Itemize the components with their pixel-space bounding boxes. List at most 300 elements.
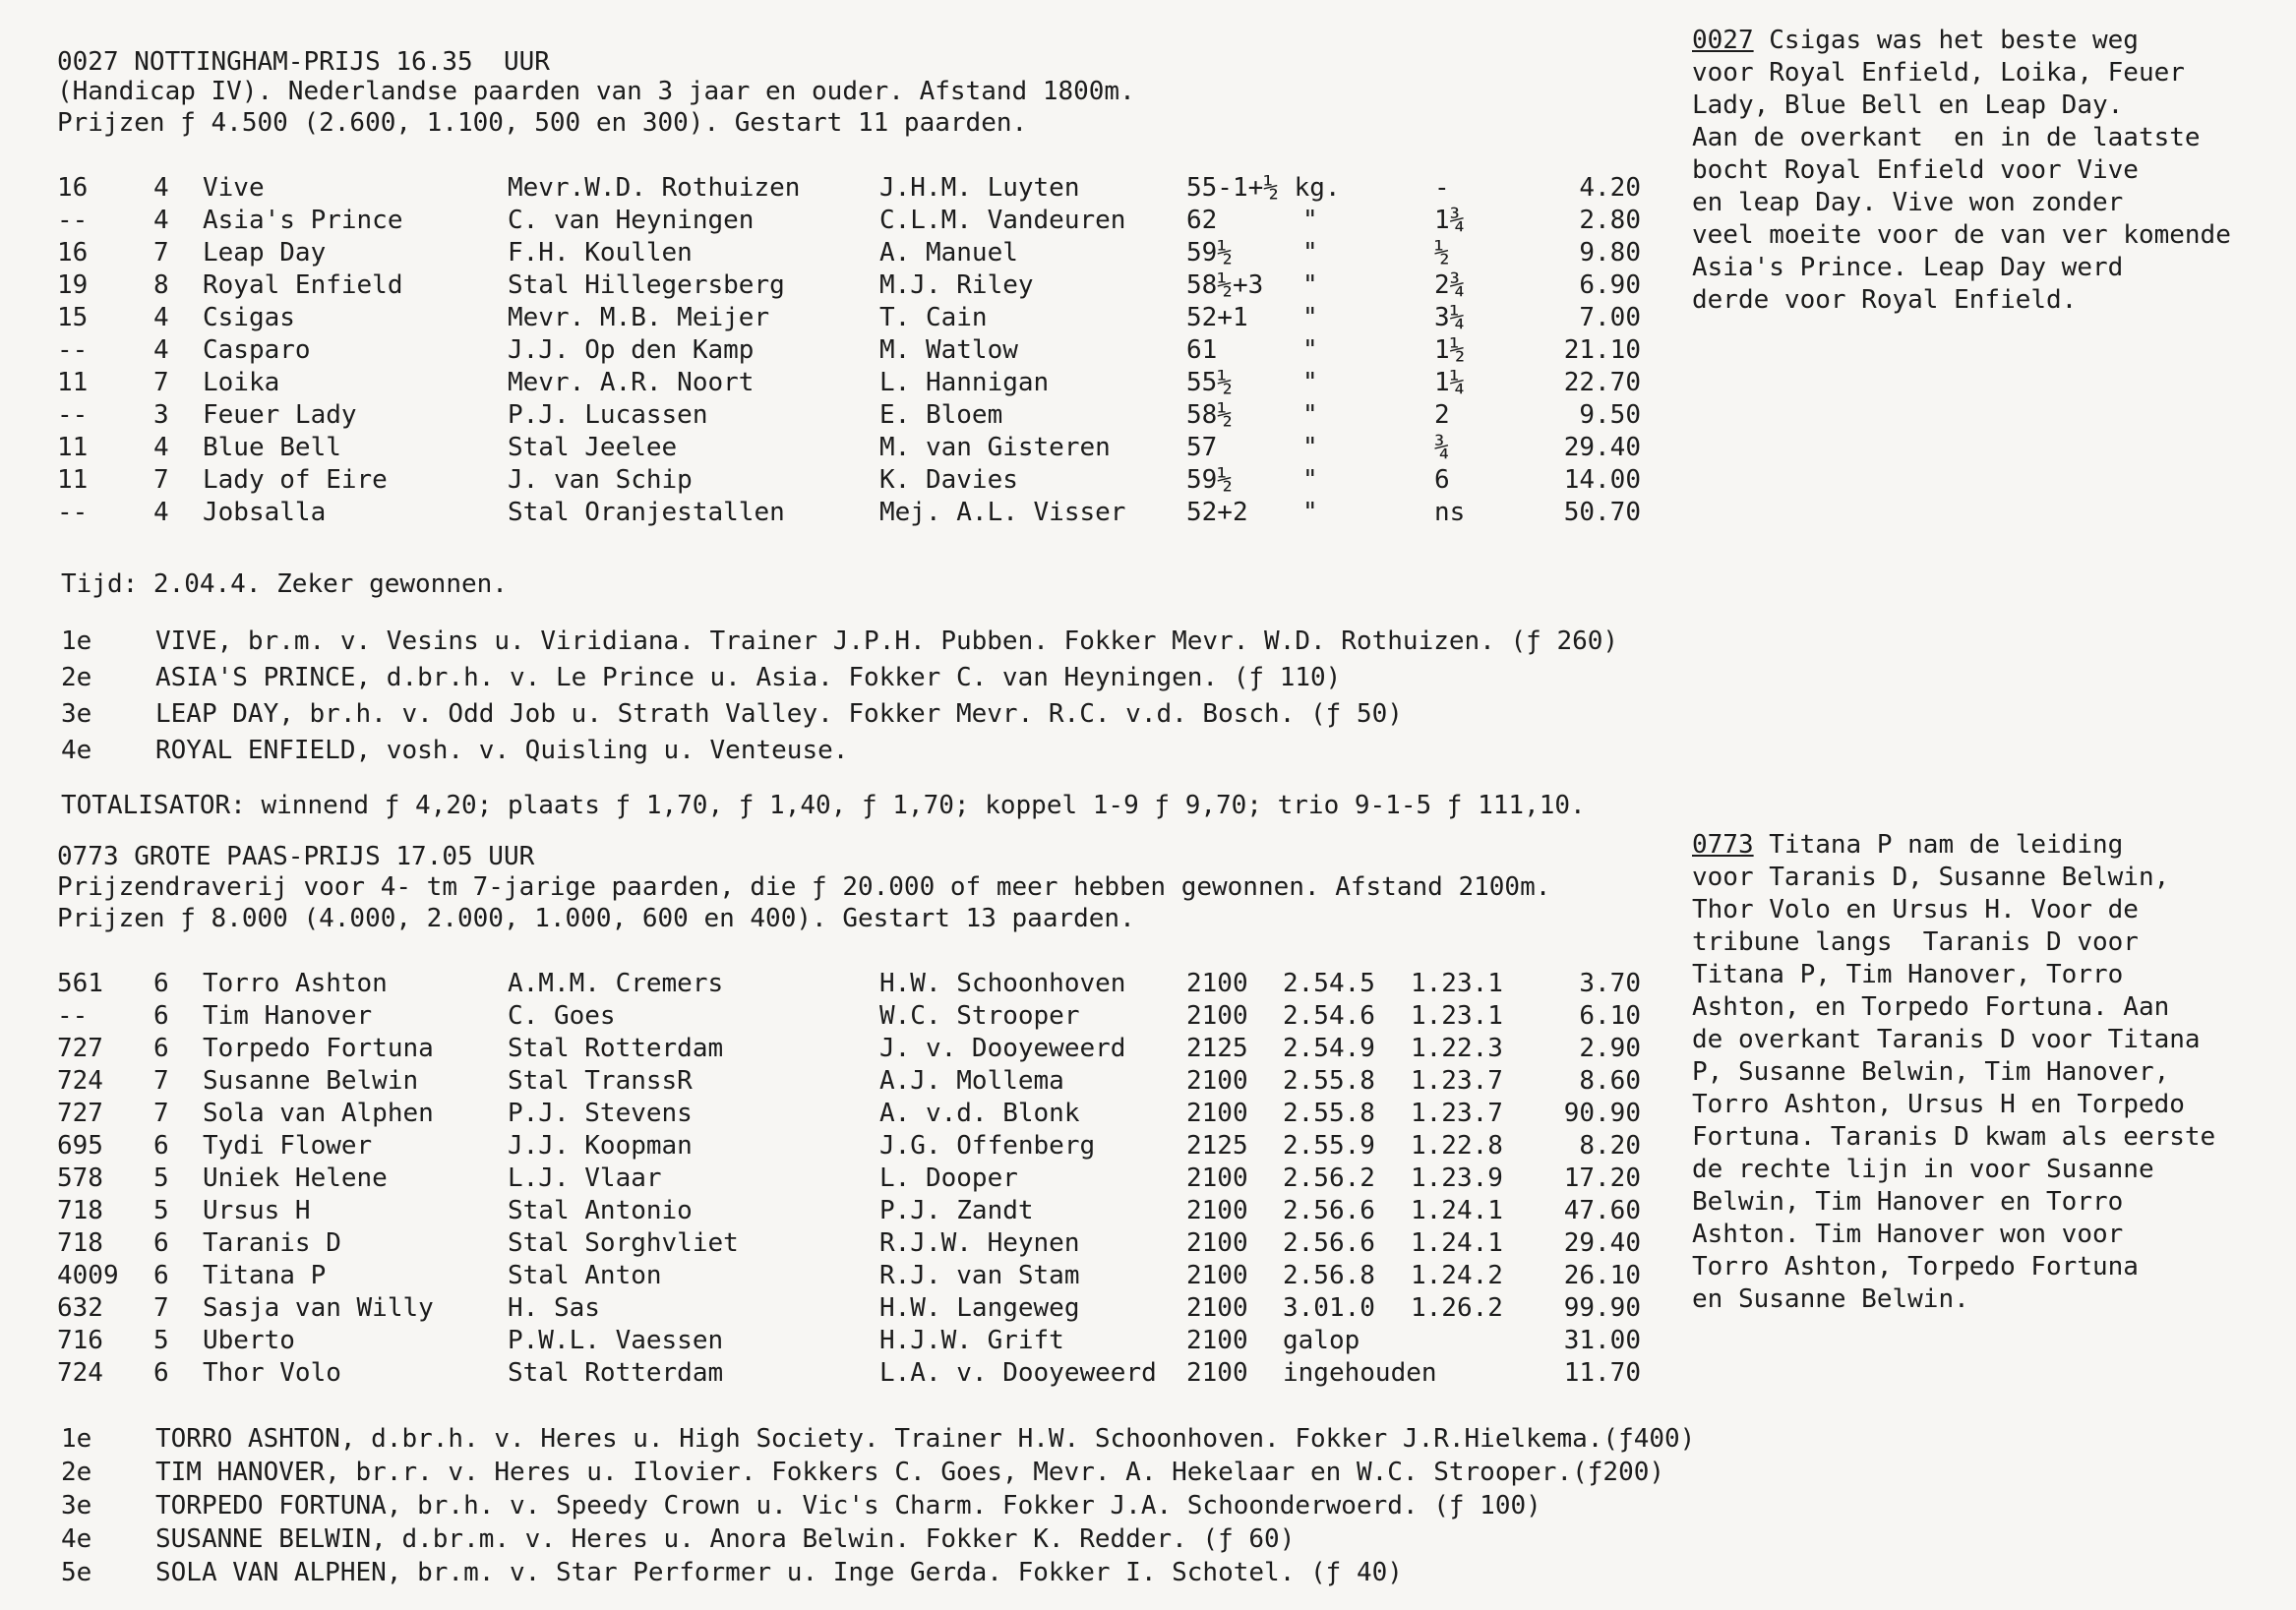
age-cell: 4 xyxy=(153,433,169,462)
race2-title: 0773 GROTE PAAS-PRIJS 17.05 UUR xyxy=(57,842,535,871)
age-cell: 6 xyxy=(153,1358,169,1388)
time-cell: 2.55.8 xyxy=(1283,1066,1375,1096)
odds-cell: 2.90 xyxy=(1579,1034,1641,1063)
age-cell: 6 xyxy=(153,1261,169,1290)
table-row xyxy=(57,205,1651,237)
horse-name: Leap Day xyxy=(203,238,327,268)
distance-cell: 2100 xyxy=(1186,1326,1248,1355)
odds-cell: 2.80 xyxy=(1579,206,1641,235)
placing-text: SOLA VAN ALPHEN, br.m. v. Star Performer u. Inge Gerda. Fokker I. Schotel. (ƒ 40) xyxy=(155,1558,1403,1587)
commentary-line: Belwin, Tim Hanover en Torro xyxy=(1692,1187,2124,1217)
commentary-line: Lady, Blue Bell en Leap Day. xyxy=(1692,90,2124,120)
owner-name: Stal Antonio xyxy=(508,1196,693,1225)
placing-label: 3e xyxy=(61,699,92,729)
odds-cell: 90.90 xyxy=(1563,1099,1641,1128)
distance-cell: 2100 xyxy=(1186,969,1248,998)
age-cell: 5 xyxy=(153,1163,169,1193)
age-cell: 5 xyxy=(153,1196,169,1225)
time-cell: 2.54.5 xyxy=(1283,969,1375,998)
commentary-line: en leap Day. Vive won zonder xyxy=(1692,188,2124,217)
age-cell: 4 xyxy=(153,303,169,332)
placing-line xyxy=(57,626,1808,658)
odds-cell: 8.20 xyxy=(1579,1131,1641,1161)
ditto-mark: " xyxy=(1302,465,1318,495)
distance-cell: 2100 xyxy=(1186,1196,1248,1225)
odds-cell: 47.60 xyxy=(1563,1196,1641,1225)
owner-name: P.W.L. Vaessen xyxy=(508,1326,724,1355)
placing-label: 1e xyxy=(61,1424,92,1454)
placing-text: TORRO ASHTON, d.br.h. v. Heres u. High Society. Trainer H.W. Schoonhoven. Fokker J.R.Hielkema.(ƒ400) xyxy=(155,1424,1696,1454)
table-row xyxy=(57,367,1651,399)
odds-cell: 8.60 xyxy=(1579,1066,1641,1096)
owner-name: J.J. Op den Kamp xyxy=(508,335,755,365)
ditto-mark: " xyxy=(1302,303,1318,332)
odds-cell: 9.80 xyxy=(1579,238,1641,268)
distance-cell: 2100 xyxy=(1186,1099,1248,1128)
commentary-line: Torro Ashton, Ursus H en Torpedo xyxy=(1692,1090,2185,1119)
placing-line xyxy=(57,1423,1808,1456)
placing-text: VIVE, br.m. v. Vesins u. Viridiana. Trainer J.P.H. Pubben. Fokker Mevr. W.D. Rothuizen. (ƒ 260) xyxy=(155,626,1619,656)
commentary-line: Fortuna. Taranis D kwam als eerste xyxy=(1692,1122,2216,1152)
km-time-cell: 1.23.9 xyxy=(1411,1163,1503,1193)
owner-name: Stal Oranjestallen xyxy=(508,498,785,527)
jockey-name: A. Manuel xyxy=(879,238,1018,268)
age-cell: 7 xyxy=(153,368,169,397)
ditto-mark: " xyxy=(1302,400,1318,430)
distance-cell: 2100 xyxy=(1186,1228,1248,1258)
age-cell: 4 xyxy=(153,173,169,203)
ditto-mark: " xyxy=(1302,206,1318,235)
placing-text: ASIA'S PRINCE, d.br.h. v. Le Prince u. Asia. Fokker C. van Heyningen. (ƒ 110) xyxy=(155,663,1342,692)
age-cell: 6 xyxy=(153,1001,169,1031)
form-cell: -- xyxy=(57,1001,89,1031)
owner-name: Stal Jeelee xyxy=(508,433,678,462)
table-row xyxy=(57,968,1651,1000)
ditto-mark: " xyxy=(1302,270,1318,300)
distance-cell: 2100 xyxy=(1186,1001,1248,1031)
race2-conditions: Prijzendraverij voor 4- tm 7-jarige paarden, die ƒ 20.000 of meer hebben gewonnen. Afstand 2100m. xyxy=(57,872,1551,902)
form-cell: -- xyxy=(57,498,89,527)
age-cell: 6 xyxy=(153,1034,169,1063)
form-cell: 19 xyxy=(57,270,89,300)
form-cell: 632 xyxy=(57,1293,103,1323)
ditto-mark: " xyxy=(1302,368,1318,397)
owner-name: Stal Rotterdam xyxy=(508,1034,724,1063)
form-cell: 16 xyxy=(57,238,89,268)
age-cell: 7 xyxy=(153,238,169,268)
owner-name: Stal Sorghvliet xyxy=(508,1228,739,1258)
commentary-line: Titana P, Tim Hanover, Torro xyxy=(1692,960,2124,989)
placing-line xyxy=(57,1523,1808,1556)
form-cell: -- xyxy=(57,335,89,365)
commentary-line: tribune langs Taranis D voor xyxy=(1692,927,2139,957)
age-cell: 4 xyxy=(153,335,169,365)
distance-cell: 2125 xyxy=(1186,1131,1248,1161)
odds-cell: 21.10 xyxy=(1563,335,1641,365)
horse-name: Loika xyxy=(203,368,280,397)
age-cell: 6 xyxy=(153,1131,169,1161)
horse-name: Lady of Eire xyxy=(203,465,388,495)
km-time-cell: 1.24.1 xyxy=(1411,1228,1503,1258)
age-cell: 5 xyxy=(153,1326,169,1355)
horse-name: Torpedo Fortuna xyxy=(203,1034,434,1063)
distance-cell: 2125 xyxy=(1186,1034,1248,1063)
placing-line xyxy=(57,662,1808,694)
jockey-name: M. Watlow xyxy=(879,335,1018,365)
horse-name: Taranis D xyxy=(203,1228,341,1258)
owner-name: F.H. Koullen xyxy=(508,238,693,268)
owner-name: P.J. Lucassen xyxy=(508,400,708,430)
owner-name: J.J. Koopman xyxy=(508,1131,693,1161)
weight-cell: 61 xyxy=(1186,335,1218,365)
distance-cell: 2100 xyxy=(1186,1358,1248,1388)
horse-name: Titana P xyxy=(203,1261,327,1290)
ditto-mark: " xyxy=(1302,433,1318,462)
jockey-name: T. Cain xyxy=(879,303,988,332)
table-row xyxy=(57,1195,1651,1227)
placing-text: TORPEDO FORTUNA, br.h. v. Speedy Crown u. Vic's Charm. Fokker J.A. Schoonderwoerd. (ƒ 100) xyxy=(155,1491,1541,1521)
age-cell: 3 xyxy=(153,400,169,430)
driver-name: A.J. Mollema xyxy=(879,1066,1064,1096)
time-cell: 3.01.0 xyxy=(1283,1293,1375,1323)
odds-cell: 9.50 xyxy=(1579,400,1641,430)
form-cell: 718 xyxy=(57,1196,103,1225)
commentary-line: en Susanne Belwin. xyxy=(1692,1284,1969,1314)
placing-label: 3e xyxy=(61,1491,92,1521)
form-cell: -- xyxy=(57,400,89,430)
horse-name: Royal Enfield xyxy=(203,270,403,300)
table-row xyxy=(57,1098,1651,1130)
horse-name: Blue Bell xyxy=(203,433,341,462)
owner-name: Mevr. M.B. Meijer xyxy=(508,303,770,332)
weight-cell: 59½ xyxy=(1186,238,1233,268)
margin-cell: 2¾ xyxy=(1434,270,1466,300)
horse-name: Uniek Helene xyxy=(203,1163,388,1193)
race2-prizes: Prijzen ƒ 8.000 (4.000, 2.000, 1.000, 600 en 400). Gestart 13 paarden. xyxy=(57,904,1135,933)
table-row xyxy=(57,302,1651,334)
margin-cell: - xyxy=(1434,173,1450,203)
table-row xyxy=(57,1033,1651,1065)
driver-name: J. v. Dooyeweerd xyxy=(879,1034,1126,1063)
table-row xyxy=(57,432,1651,464)
driver-name: J.G. Offenberg xyxy=(879,1131,1096,1161)
commentary-line: bocht Royal Enfield voor Vive xyxy=(1692,155,2139,185)
horse-name: Torro Ashton xyxy=(203,969,388,998)
odds-cell: 29.40 xyxy=(1563,433,1641,462)
km-time-cell: 1.22.8 xyxy=(1411,1131,1503,1161)
commentary-line: Ashton. Tim Hanover won voor xyxy=(1692,1220,2124,1249)
form-cell: 11 xyxy=(57,433,89,462)
table-row xyxy=(57,1163,1651,1195)
odds-cell: 17.20 xyxy=(1563,1163,1641,1193)
jockey-name: C.L.M. Vandeuren xyxy=(879,206,1126,235)
form-cell: 695 xyxy=(57,1131,103,1161)
table-row xyxy=(57,172,1651,205)
margin-cell: 3¼ xyxy=(1434,303,1466,332)
time-cell: 2.54.6 xyxy=(1283,1001,1375,1031)
odds-cell: 50.70 xyxy=(1563,498,1641,527)
age-cell: 8 xyxy=(153,270,169,300)
owner-name: L.J. Vlaar xyxy=(508,1163,662,1193)
commentary-line: de rechte lijn in voor Susanne xyxy=(1692,1155,2154,1184)
weight-cell: 52+2 xyxy=(1186,498,1248,527)
odds-cell: 11.70 xyxy=(1563,1358,1641,1388)
time-cell: galop xyxy=(1283,1326,1360,1355)
table-row xyxy=(57,1130,1651,1163)
owner-name: Stal Rotterdam xyxy=(508,1358,724,1388)
driver-name: P.J. Zandt xyxy=(879,1196,1034,1225)
margin-cell: 1½ xyxy=(1434,335,1466,365)
owner-name: Mevr.W.D. Rothuizen xyxy=(508,173,801,203)
commentary-line: derde voor Royal Enfield. xyxy=(1692,285,2078,315)
placing-line xyxy=(57,735,1808,767)
race1-time-line: Tijd: 2.04.4. Zeker gewonnen. xyxy=(61,569,508,599)
placing-line xyxy=(57,1457,1808,1489)
form-cell: 11 xyxy=(57,465,89,495)
race2-commentary xyxy=(1692,829,2282,1316)
km-time-cell: 1.23.1 xyxy=(1411,969,1503,998)
odds-cell: 4.20 xyxy=(1579,173,1641,203)
form-cell: 578 xyxy=(57,1163,103,1193)
horse-name: Uberto xyxy=(203,1326,295,1355)
jockey-name: Mej. A.L. Visser xyxy=(879,498,1126,527)
form-cell: 561 xyxy=(57,969,103,998)
table-row xyxy=(57,269,1651,302)
commentary-line: Thor Volo en Ursus H. Voor de xyxy=(1692,895,2139,924)
table-row xyxy=(57,1227,1651,1260)
driver-name: H.J.W. Grift xyxy=(879,1326,1064,1355)
ditto-mark: " xyxy=(1302,335,1318,365)
time-cell: 2.54.9 xyxy=(1283,1034,1375,1063)
table-row xyxy=(57,1292,1651,1325)
owner-name: Stal TranssR xyxy=(508,1066,693,1096)
weight-cell: 62 xyxy=(1186,206,1218,235)
margin-cell: ½ xyxy=(1434,238,1450,268)
odds-cell: 31.00 xyxy=(1563,1326,1641,1355)
placing-line xyxy=(57,698,1808,731)
placing-label: 1e xyxy=(61,626,92,656)
horse-name: Jobsalla xyxy=(203,498,327,527)
age-cell: 4 xyxy=(153,206,169,235)
driver-name: W.C. Strooper xyxy=(879,1001,1080,1031)
owner-name: A.M.M. Cremers xyxy=(508,969,724,998)
placing-label: 4e xyxy=(61,736,92,765)
owner-name: P.J. Stevens xyxy=(508,1099,693,1128)
age-cell: 4 xyxy=(153,498,169,527)
horse-name: Sasja van Willy xyxy=(203,1293,434,1323)
table-row xyxy=(57,464,1651,497)
horse-name: Feuer Lady xyxy=(203,400,357,430)
driver-name: L. Dooper xyxy=(879,1163,1018,1193)
owner-name: C. van Heyningen xyxy=(508,206,755,235)
distance-cell: 2100 xyxy=(1186,1261,1248,1290)
weight-cell: 52+1 xyxy=(1186,303,1248,332)
age-cell: 7 xyxy=(153,1066,169,1096)
km-time-cell: 1.24.2 xyxy=(1411,1261,1503,1290)
race1-totalisator: TOTALISATOR: winnend ƒ 4,20; plaats ƒ 1,70, ƒ 1,40, ƒ 1,70; koppel 1-9 ƒ 9,70; trio 9-1-5 ƒ 111,10. xyxy=(61,791,1586,820)
table-row xyxy=(57,1357,1651,1390)
race1-prizes: Prijzen ƒ 4.500 (2.600, 1.100, 500 en 300). Gestart 11 paarden. xyxy=(57,108,1028,138)
weight-cell: 55½ xyxy=(1186,368,1233,397)
placing-text: TIM HANOVER, br.r. v. Heres u. Ilovier. Fokkers C. Goes, Mevr. A. Hekelaar en W.C. Strooper.(ƒ200) xyxy=(155,1458,1665,1487)
table-row xyxy=(57,1260,1651,1292)
placing-line xyxy=(57,1490,1808,1522)
jockey-name: M. van Gisteren xyxy=(879,433,1111,462)
form-cell: 4009 xyxy=(57,1261,119,1290)
margin-cell: 1¾ xyxy=(1434,206,1466,235)
km-time-cell: 1.23.1 xyxy=(1411,1001,1503,1031)
placing-label: 4e xyxy=(61,1524,92,1554)
margin-cell: 6 xyxy=(1434,465,1450,495)
placing-text: ROYAL ENFIELD, vosh. v. Quisling u. Venteuse. xyxy=(155,736,849,765)
placing-text: SUSANNE BELWIN, d.br.m. v. Heres u. Anora Belwin. Fokker K. Redder. (ƒ 60) xyxy=(155,1524,1296,1554)
placing-label: 2e xyxy=(61,1458,92,1487)
driver-name: R.J.W. Heynen xyxy=(879,1228,1080,1258)
race1-conditions: (Handicap IV). Nederlandse paarden van 3 jaar en ouder. Afstand 1800m. xyxy=(57,77,1135,106)
weight-cell: 57 xyxy=(1186,433,1218,462)
owner-name: Stal Hillegersberg xyxy=(508,270,785,300)
time-cell: 2.55.9 xyxy=(1283,1131,1375,1161)
age-cell: 6 xyxy=(153,969,169,998)
weight-cell: 55-1+½ kg. xyxy=(1186,173,1341,203)
distance-cell: 2100 xyxy=(1186,1163,1248,1193)
time-cell: 2.56.6 xyxy=(1283,1196,1375,1225)
form-cell: 724 xyxy=(57,1358,103,1388)
horse-name: Asia's Prince xyxy=(203,206,403,235)
form-cell: 727 xyxy=(57,1034,103,1063)
time-cell: 2.56.2 xyxy=(1283,1163,1375,1193)
jockey-name: E. Bloem xyxy=(879,400,1003,430)
km-time-cell: 1.22.3 xyxy=(1411,1034,1503,1063)
weight-cell: 59½ xyxy=(1186,465,1233,495)
driver-name: L.A. v. Dooyeweerd xyxy=(879,1358,1157,1388)
owner-name: C. Goes xyxy=(508,1001,616,1031)
km-time-cell: 1.23.7 xyxy=(1411,1066,1503,1096)
odds-cell: 29.40 xyxy=(1563,1228,1641,1258)
table-row xyxy=(57,1065,1651,1098)
form-cell: 11 xyxy=(57,368,89,397)
driver-name: A. v.d. Blonk xyxy=(879,1099,1080,1128)
horse-name: Casparo xyxy=(203,335,311,365)
odds-cell: 6.10 xyxy=(1579,1001,1641,1031)
horse-name: Ursus H xyxy=(203,1196,311,1225)
commentary-line: voor Royal Enfield, Loika, Feuer xyxy=(1692,58,2185,88)
age-cell: 6 xyxy=(153,1228,169,1258)
odds-cell: 26.10 xyxy=(1563,1261,1641,1290)
table-row xyxy=(57,1000,1651,1033)
placing-text: LEAP DAY, br.h. v. Odd Job u. Strath Valley. Fokker Mevr. R.C. v.d. Bosch. (ƒ 50) xyxy=(155,699,1403,729)
owner-name: H. Sas xyxy=(508,1293,600,1323)
odds-cell: 3.70 xyxy=(1579,969,1641,998)
form-cell: 716 xyxy=(57,1326,103,1355)
table-row xyxy=(57,334,1651,367)
table-row xyxy=(57,1325,1651,1357)
jockey-name: M.J. Riley xyxy=(879,270,1034,300)
time-cell: 2.55.8 xyxy=(1283,1099,1375,1128)
table-row xyxy=(57,497,1651,529)
owner-name: Mevr. A.R. Noort xyxy=(508,368,755,397)
ditto-mark: " xyxy=(1302,498,1318,527)
race2-commentary-code: 0773 xyxy=(1692,830,1754,860)
form-cell: 718 xyxy=(57,1228,103,1258)
driver-name: H.W. Schoonhoven xyxy=(879,969,1126,998)
race1-commentary-code: 0027 xyxy=(1692,26,1754,55)
commentary-line: Aan de overkant en in de laatste xyxy=(1692,123,2201,152)
horse-name: Tydi Flower xyxy=(203,1131,373,1161)
odds-cell: 22.70 xyxy=(1563,368,1641,397)
km-time-cell: 1.23.7 xyxy=(1411,1099,1503,1128)
commentary-line: Torro Ashton, Torpedo Fortuna xyxy=(1692,1252,2139,1282)
weight-cell: 58½ xyxy=(1186,400,1233,430)
race2-commentary-first-line: Titana P nam de leiding xyxy=(1753,830,2124,860)
form-cell: 15 xyxy=(57,303,89,332)
time-cell: ingehouden xyxy=(1283,1358,1437,1388)
horse-name: Thor Volo xyxy=(203,1358,341,1388)
distance-cell: 2100 xyxy=(1186,1293,1248,1323)
jockey-name: J.H.M. Luyten xyxy=(879,173,1080,203)
odds-cell: 14.00 xyxy=(1563,465,1641,495)
age-cell: 7 xyxy=(153,1293,169,1323)
form-cell: -- xyxy=(57,206,89,235)
table-row xyxy=(57,237,1651,269)
horse-name: Csigas xyxy=(203,303,295,332)
horse-name: Sola van Alphen xyxy=(203,1099,434,1128)
commentary-line: de overkant Taranis D voor Titana xyxy=(1692,1025,2201,1054)
commentary-line: P, Susanne Belwin, Tim Hanover, xyxy=(1692,1057,2170,1087)
driver-name: R.J. van Stam xyxy=(879,1261,1080,1290)
age-cell: 7 xyxy=(153,1099,169,1128)
margin-cell: 2 xyxy=(1434,400,1450,430)
commentary-line: veel moeite voor de van ver komende xyxy=(1692,220,2231,250)
margin-cell: ¾ xyxy=(1434,433,1450,462)
commentary-line: Asia's Prince. Leap Day werd xyxy=(1692,253,2124,282)
distance-cell: 2100 xyxy=(1186,1066,1248,1096)
margin-cell: 1¼ xyxy=(1434,368,1466,397)
form-cell: 724 xyxy=(57,1066,103,1096)
horse-name: Tim Hanover xyxy=(203,1001,373,1031)
odds-cell: 7.00 xyxy=(1579,303,1641,332)
placing-label: 5e xyxy=(61,1558,92,1587)
jockey-name: K. Davies xyxy=(879,465,1018,495)
race1-commentary-first-line: Csigas was het beste weg xyxy=(1753,26,2139,55)
odds-cell: 6.90 xyxy=(1579,270,1641,300)
table-row xyxy=(57,399,1651,432)
commentary-line: Ashton, en Torpedo Fortuna. Aan xyxy=(1692,992,2170,1022)
km-time-cell: 1.24.1 xyxy=(1411,1196,1503,1225)
owner-name: Stal Anton xyxy=(508,1261,662,1290)
weight-cell: 58½+3 xyxy=(1186,270,1264,300)
driver-name: H.W. Langeweg xyxy=(879,1293,1080,1323)
form-cell: 16 xyxy=(57,173,89,203)
odds-cell: 99.90 xyxy=(1563,1293,1641,1323)
placing-line xyxy=(57,1557,1808,1589)
form-cell: 727 xyxy=(57,1099,103,1128)
jockey-name: L. Hannigan xyxy=(879,368,1050,397)
owner-name: J. van Schip xyxy=(508,465,693,495)
placing-label: 2e xyxy=(61,663,92,692)
time-cell: 2.56.6 xyxy=(1283,1228,1375,1258)
km-time-cell: 1.26.2 xyxy=(1411,1293,1503,1323)
time-cell: 2.56.8 xyxy=(1283,1261,1375,1290)
race1-commentary xyxy=(1692,25,2282,317)
commentary-line: voor Taranis D, Susanne Belwin, xyxy=(1692,863,2170,892)
horse-name: Vive xyxy=(203,173,265,203)
horse-name: Susanne Belwin xyxy=(203,1066,419,1096)
margin-cell: ns xyxy=(1434,498,1466,527)
age-cell: 7 xyxy=(153,465,169,495)
ditto-mark: " xyxy=(1302,238,1318,268)
race1-title: 0027 NOTTINGHAM-PRIJS 16.35 UUR xyxy=(57,47,550,77)
